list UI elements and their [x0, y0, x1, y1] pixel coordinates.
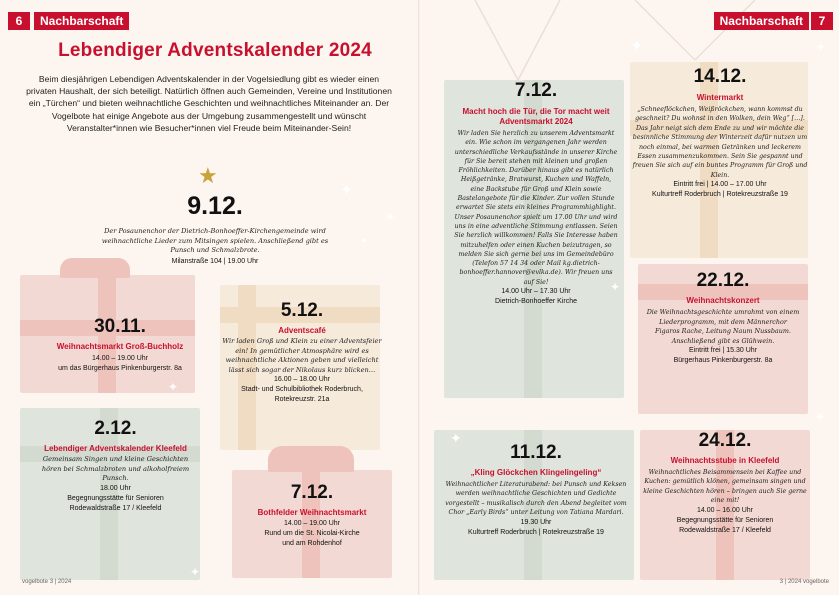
event-meta: 14.00 Uhr – 17.30 Uhr: [501, 288, 571, 296]
page-title: Lebendiger Adventskalender 2024: [58, 40, 372, 61]
star-icon: ✦: [450, 430, 462, 446]
event-meta: Bürgerhaus Pinkenburgerstr. 8a: [673, 357, 773, 365]
event-meta: um das Bürgerhaus Pinkenburgerstr. 8a: [58, 365, 182, 372]
star-icon: ✦: [190, 565, 201, 579]
intro-text: Beim diesjährigen Lebendigen Adventskalender in der Vogelsiedlung gibt es wieder einen privaten Haushalt, der sich beteiligt. Natürlich öffnen auch Gemeinden, Vereine und Institutionen ein „Türchen“ und bieten weihnachtliche Geschichten und weihnachtliches Miteinander an. Der Vogelbote hat einige Angebote aus der Umgebung zusammengestellt und wünscht Veranstalter*innen wie Besucher*innen viel Freude beim Miteinander-Sein!: [26, 74, 392, 133]
event-meta: Eintritt frei | 14.00 – 17.00 Uhr: [673, 181, 767, 189]
event-date: 14.12.: [693, 66, 747, 87]
star-icon: ✦: [815, 410, 826, 424]
event-5-12: [222, 300, 382, 405]
star-icon: ★: [198, 163, 218, 188]
event-meta: Rotekreuzstr. 21a: [274, 396, 330, 404]
event-date: 7.12.: [514, 80, 558, 101]
right-page: [420, 0, 839, 595]
event-date: 11.12.: [510, 442, 562, 463]
star-icon: ✦: [610, 280, 621, 294]
event-description: Gemeinsam Singen und kleine Geschichten hören bei Schmalzbroten und alkoholfreiem Punsch.: [41, 455, 190, 483]
event-date: 30.11.: [94, 316, 146, 337]
event-title: Weihnachtsmarkt Groß-Buchholz: [56, 342, 184, 351]
event-meta: Rodewaldstraße 17 / Kleefeld: [679, 526, 771, 534]
event-description: Wir laden Sie herzlich zu unserem Adventsmarkt ein. Wie schon im vergangenen Jahr werden unterschiedliche Verkaufsstände in unserer Kirche für Sie bereit stehen mit kleinen und großen Fröhlichkeiten. Darüber hinaus gibt es natürlich Heißgetränke, Bratwurst, Kuchen und Waffeln, eine Backstube für Groß und Klein sowie Bastelangebote für die Kinder. Zur vollen Stunde erwartet Sie stets ein kleines Programmhighlight. Unser Posaunenchor spielt um 17.00 Uhr und wird uns in eine adventliche Stimmung entlassen. Seien Sie herzlich willkommen! Falls Sie Interesse haben mitzuhelfen oder einen Kuchen beizutragen, so melden Sie sich gerne bei uns im Gemeindebüro (Telefon 57 14 34 oder Mail kg.dietrich-bonhoeffer.hannover@evlka.de). Wir freuen uns auf Sie!: [454, 130, 618, 286]
event-24-12: [640, 430, 810, 536]
page-footer: vogelbote 3 | 2024: [22, 579, 72, 585]
event-14-12: [632, 66, 808, 200]
event-meta: Begegnungsstätte für Senioren: [67, 494, 164, 502]
event-title: Lebendiger Adventskalender Kleefeld: [44, 444, 187, 453]
event-title: Adventscafé: [278, 326, 326, 335]
event-description: Wir laden Groß und Klein zu einer Adventsfeier ein! In gemütlicher Atmosphäre wird es weihnachtliche Aktionen geben und vielleicht lässt sich sogar der Nikolaus kurz blicken…: [222, 337, 382, 374]
event-date: 2.12.: [94, 418, 137, 439]
event-title: Macht hoch die Tür, die Tor macht weit Adventsmarkt 2024: [462, 107, 610, 126]
event-date: 22.12.: [696, 270, 750, 291]
event-meta: Milanstraße 104 | 19.00 Uhr: [171, 257, 259, 265]
event-description: Weihnachtliches Beisammensein bei Kaffee und Kuchen: gemütlich klönen, gemeinsam singen und kleine Geschichten hören – bringen auch Sie gerne eine mit!: [643, 469, 807, 505]
event-30-11: [30, 316, 210, 374]
event-title: Weihnachtskonzert: [686, 296, 760, 305]
event-date: 9.12.: [187, 192, 243, 220]
page-number: 6: [8, 12, 30, 30]
event-meta: Kulturtreff Roderbruch | Rotekreuzstraße 19: [652, 191, 788, 199]
event-2-12: [28, 418, 203, 514]
event-description: Weihnachtlicher Literaturabend: bei Punsch und Keksen werden weihnachtliche Geschichten und Gedichte vorgestellt – musikalisch durch den Abend begleitet vom Chor „Early Birds“ unter Leitung von Tatiana Mardari.: [445, 481, 627, 517]
star-icon: ✦: [168, 380, 179, 394]
event-meta: Rund um die St. Nicolai-Kirche: [264, 530, 360, 537]
event-title: „Kling Glöckchen Klingelingeling“: [470, 468, 602, 477]
event-title: Wintermarkt: [696, 93, 744, 102]
left-page: [0, 0, 419, 595]
event-9-12: [90, 192, 340, 265]
page-footer: 3 | 2024 vogelbote: [779, 579, 829, 585]
gift-box-decor: [268, 446, 354, 472]
event-meta: Kulturtreff Roderbruch | Rotekreuzstraße 19: [468, 528, 604, 536]
event-date: 7.12.: [290, 482, 334, 503]
event-meta: und am Rohdenhof: [282, 540, 342, 547]
star-icon: ✦: [385, 210, 396, 224]
event-meta: 14.00 – 19.00 Uhr: [91, 355, 149, 362]
event-meta: 16.00 – 18.00 Uhr: [273, 376, 331, 384]
event-title: Bothfelder Weihnachtsmarkt: [257, 508, 367, 517]
event-meta: 14.00 – 16.00 Uhr: [696, 506, 754, 514]
page-number: 7: [811, 12, 833, 30]
star-icon: ✦: [340, 182, 354, 199]
event-meta: Dietrich-Bonhoeffer Kirche: [495, 298, 577, 306]
event-meta: Rodewaldstraße 17 / Kleefeld: [69, 504, 162, 512]
event-7-12-adventsmarkt: [448, 80, 624, 307]
section-tag: Nachbarschaft: [714, 12, 809, 30]
event-meta: Begegnungsstätte für Senioren: [676, 516, 774, 524]
event-date: 24.12.: [698, 430, 752, 451]
star-icon: ✦: [816, 40, 827, 54]
star-icon: ✦: [630, 38, 644, 55]
event-description: Die Weihnachtsgeschichte umrahmt von einem Liederprogramm, mit dem Männerchor Figaros Rache, Leitung Naum Nussbaum. Anschließend gibt es Glühwein.: [646, 308, 800, 345]
event-22-12: [638, 270, 808, 366]
event-7-12-bothfeld: [232, 482, 392, 549]
event-meta: Stadt- und Schulbibliothek Roderbruch,: [241, 386, 363, 394]
event-meta: 19.30 Uhr: [520, 518, 552, 526]
section-tag: Nachbarschaft: [34, 12, 129, 30]
event-meta: 18.00 Uhr: [100, 484, 131, 492]
event-date: 5.12.: [280, 300, 324, 321]
event-description: „Schneeflöckchen, Weißröckchen, wann kommst du geschneit? Du wohnst in den Wolken, dein Weg“ […]. Das Jahr neigt sich dem Ende zu und wir möchte die besinnliche Stimmung der Winterzeit dafür nutzen um noch einmal, bei warmen Getränken und leckerem Essen zusammenzukommen. Sein Sie gespannt und freuen Sie sich auf ein buntes Programm für Groß und Klein.: [632, 106, 808, 179]
event-11-12: [444, 442, 628, 538]
event-description: Der Posaunenchor der Dietrich-Bonhoeffer-Kirchengemeinde wird weihnachtliche Lieder zum Mitsingen spielen. Anschließend gibt es Punsch und Schmalzbrote.: [101, 227, 329, 255]
event-meta: 14.00 – 19.00 Uhr: [283, 520, 341, 527]
event-meta: Eintritt frei | 15.30 Uhr: [689, 347, 757, 355]
event-title: Weihnachtsstube in Kleefeld: [670, 456, 780, 465]
star-icon: ✦: [360, 236, 369, 247]
